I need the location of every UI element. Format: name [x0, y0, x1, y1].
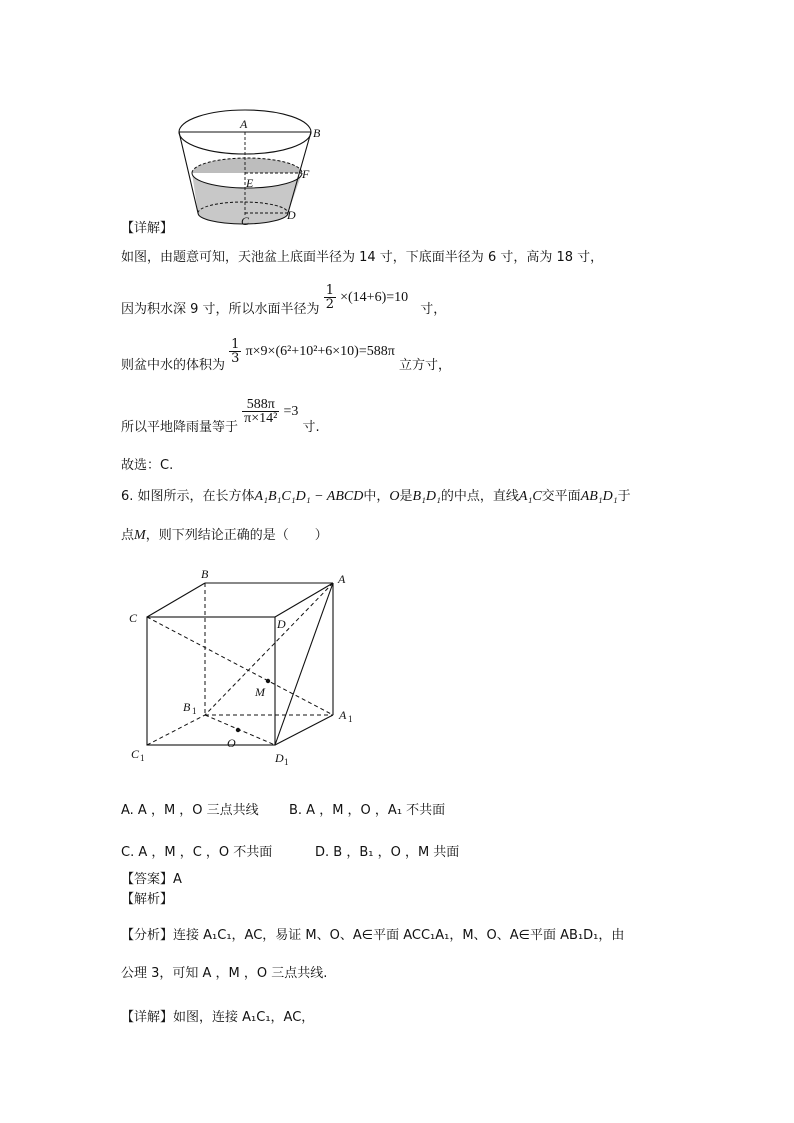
q6-line: A₁C	[518, 489, 542, 504]
detail-heading: 【详解】	[121, 221, 174, 236]
option-a: A. A ，M ，O 三点共线	[121, 803, 259, 818]
question-6-line2	[121, 524, 328, 544]
q6-text-a: 6. 如图所示，在长方体	[121, 489, 255, 504]
label-A1: A	[339, 708, 347, 722]
line4-eq: =3	[283, 404, 299, 419]
text-line-1: 如图，由题意可知，天池盆上底面半径为 14 寸，下底面半径为 6 寸，高为 18 寸，	[121, 250, 604, 265]
line3-prefix: 则盆中水的体积为	[121, 358, 226, 373]
label-D1-sub: 1	[284, 757, 289, 767]
frac-den: 3	[231, 351, 240, 366]
label-B: B	[313, 126, 321, 140]
q6-text-c: 是	[399, 489, 413, 504]
label-C: C	[241, 214, 250, 228]
basin-figure	[170, 95, 330, 230]
analysis-heading: 【解析】	[121, 892, 174, 907]
line3-suffix: 立方寸，	[398, 358, 451, 373]
detail-line: 【详解】如图，连接 A₁C₁，AC，	[121, 1010, 315, 1025]
label-O: O	[227, 736, 236, 750]
option-b: B. A ，M ，O ，A₁ 不共面	[289, 803, 446, 818]
fraction-half	[324, 284, 336, 311]
label-B1: B	[183, 700, 191, 714]
point-O	[236, 728, 240, 732]
label-D: D	[287, 208, 296, 222]
frac-den: 2	[325, 297, 334, 312]
frac-num: 1	[231, 337, 240, 352]
q6-M: M	[134, 528, 146, 543]
q6-line2-b: ，则下列结论正确的是（ ）	[145, 528, 328, 543]
label-B: B	[201, 567, 209, 581]
q6-body: A₁B₁C₁D₁ − ABCD	[254, 489, 364, 504]
line3-expr: π×9×(6²+10²+6×10)=588π	[245, 344, 395, 359]
label-A: A	[240, 117, 248, 131]
label-E: E	[246, 176, 254, 190]
fraction-rain	[242, 398, 279, 425]
q6-text-f: 于	[617, 489, 631, 504]
q6-text-e: 交平面	[541, 489, 581, 504]
q6-plane: AB₁D₁	[580, 489, 618, 504]
analysis-line-1: 【分析】连接 A₁C₁，AC，易证 M、O、A∈平面 ACC₁A₁，M、O、A∈平面 AB₁D₁，由	[121, 928, 625, 943]
label-C: C	[129, 611, 138, 625]
text-line-2	[121, 284, 446, 317]
q6-mid: B₁D₁	[412, 489, 441, 504]
line2-prefix: 因为积水深 9 寸，所以水面半径为	[121, 302, 320, 317]
label-B1-sub: 1	[192, 706, 197, 716]
frac-num: 588π	[242, 398, 279, 412]
answer-line: 【答案】A	[121, 872, 182, 887]
label-C1-sub: 1	[140, 753, 145, 763]
cuboid-figure	[125, 565, 365, 770]
label-C1: C	[131, 747, 140, 761]
text-line-4	[121, 398, 320, 435]
label-M: M	[255, 685, 265, 699]
question-6-line1	[121, 485, 631, 505]
text-line-3	[121, 338, 451, 373]
label-A1-sub: 1	[348, 714, 353, 724]
frac-num: 1	[325, 283, 334, 298]
q6-line2-a: 点	[121, 528, 135, 543]
fraction-third	[229, 338, 241, 365]
label-F: F	[302, 167, 310, 181]
line4-prefix: 所以平地降雨量等于	[121, 420, 239, 435]
q6-O: O	[389, 489, 400, 504]
option-d: D. B ，B₁ ，O ，M 共面	[315, 845, 460, 860]
label-D1: D	[275, 751, 284, 765]
line2-expr: ×(14+6)=10	[340, 290, 409, 305]
q6-text-d: 的中点，直线	[440, 489, 519, 504]
label-D: D	[277, 617, 286, 631]
line2-suffix: 寸，	[420, 302, 447, 317]
choice-line: 故选：C.	[121, 458, 174, 473]
option-c: C. A ，M ，C ，O 不共面	[121, 845, 273, 860]
label-A: A	[338, 572, 346, 586]
point-M	[266, 679, 270, 683]
line4-suffix: 寸.	[302, 420, 320, 435]
analysis-line-2: 公理 3，可知 A ，M ，O 三点共线.	[121, 966, 328, 981]
frac-den: π×14²	[244, 411, 278, 426]
q6-text-b: 中，	[363, 489, 390, 504]
